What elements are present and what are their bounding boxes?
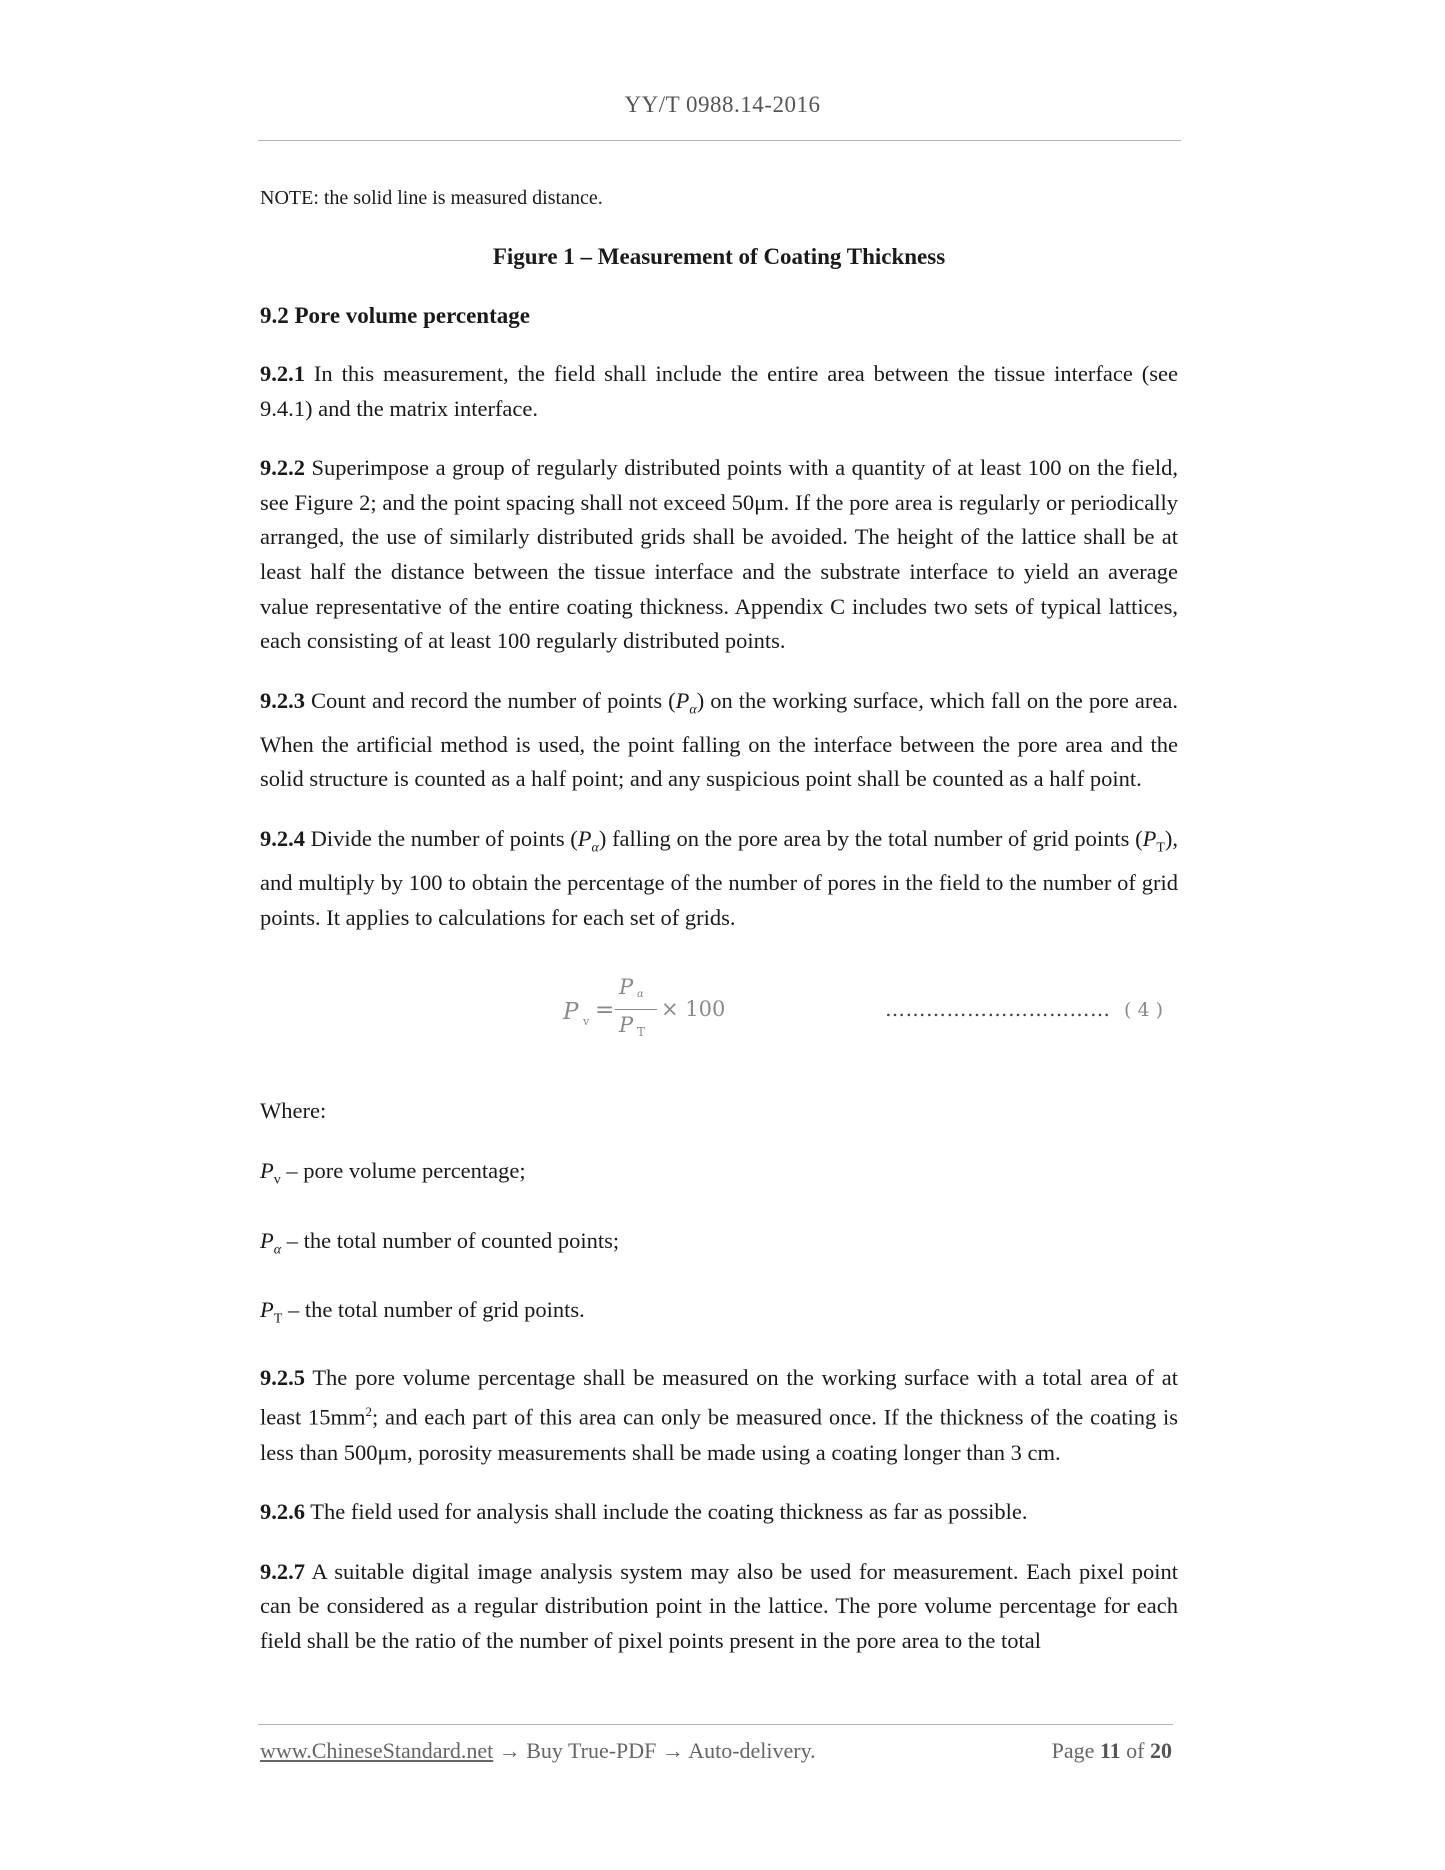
formula-expression: P v = P α P T × 100 [563, 975, 726, 1040]
section-heading: 9.2 Pore volume percentage [260, 303, 530, 328]
clause-9-2-2: 9.2.2 Superimpose a group of regularly distributed points with a quantity of at least 100 on the field, see Figure 2; and the point spacing shall not exceed 50μm. If the pore area is regularly or periodically arranged, the use of similarly distributed grids shall be avoided. The height of the lattice shall be at least half the distance between the tissue interface and the substrate interface to yield an average value representative of the entire coating thickness. Appendix C includes two sets of typical lattices, each consisting of at least 100 regularly distributed points. [260, 455, 1178, 654]
figure-caption: Figure 1 – Measurement of Coating Thickness [492, 244, 946, 269]
definition-pt: $P_T$ – the total number of grid points. [260, 1297, 585, 1327]
clause-9-2-7: 9.2.7 A suitable digital image analysis system may also be used for measurement. Each pixel point can be considered as a regular distribution point in the lattice. The pore volume percentage for each field shall be the ratio of the number of pixel points present in the pore area to the total [260, 1558, 1178, 1653]
footer-tagline: → Buy True-PDF → Auto-delivery. [493, 1738, 816, 1763]
definition-pv: $P_v$ – pore volume percentage; [260, 1158, 526, 1188]
clause-9-2-6: 9.2.6 The field used for analysis shall include the coating thickness as far as possible. [260, 1499, 1028, 1525]
header-divider [258, 140, 1181, 141]
footer-divider [258, 1724, 1173, 1725]
clause-9-2-4: 9.2.4 Divide the number of points $(P_\alpha)$ falling on the pore area by the total number of grid points $(P_T)$, and multiply by 100 to obtain the percentage of the number of pores in the field to the number of grid points. It applies to calculations for each set of grids. [260, 826, 1178, 930]
page-content [260, 183, 1178, 1658]
clause-9-2-5: 9.2.5 The pore volume percentage shall be measured on the working surface with a total area of at least $15mm^2$; and each part of this area can only be measured once. If the thickness of the coating is less than 500μm, porosity measurements shall be made using a coating longer than 3 cm. [260, 1364, 1179, 1465]
document-header-title: YY/T 0988.14-2016 [624, 92, 821, 117]
equation-number: ( 4 ) [1124, 999, 1163, 1022]
clause-9-2-1: 9.2.1 In this measurement, the field shall include the entire area between the tissue interface (see 9.4.1) and the matrix interface. [260, 361, 1178, 421]
formula-leader-dots: …………………………… [885, 997, 1111, 1022]
figure-note: NOTE: the solid line is measured distance. [260, 187, 603, 209]
fraction-bar [615, 1009, 657, 1010]
page-indicator: Page 11 of 20 [1051, 1738, 1172, 1763]
site-link[interactable]: www.ChineseStandard.net [260, 1738, 494, 1763]
definition-palpha: $P_\alpha$ – the total number of counted points; [260, 1227, 620, 1258]
where-label: Where: [260, 1098, 327, 1124]
formula-4 [260, 975, 1178, 1055]
page-footer [260, 1738, 1178, 1764]
clause-9-2-3: 9.2.3 Count and record the number of points $(P_\alpha)$ on the working surface, which fall on the pore area. When the artificial method is used, the point falling on the interface between the pore area and the solid structure is counted as a half point; and any suspicious point shall be counted as a half point. [260, 687, 1179, 792]
